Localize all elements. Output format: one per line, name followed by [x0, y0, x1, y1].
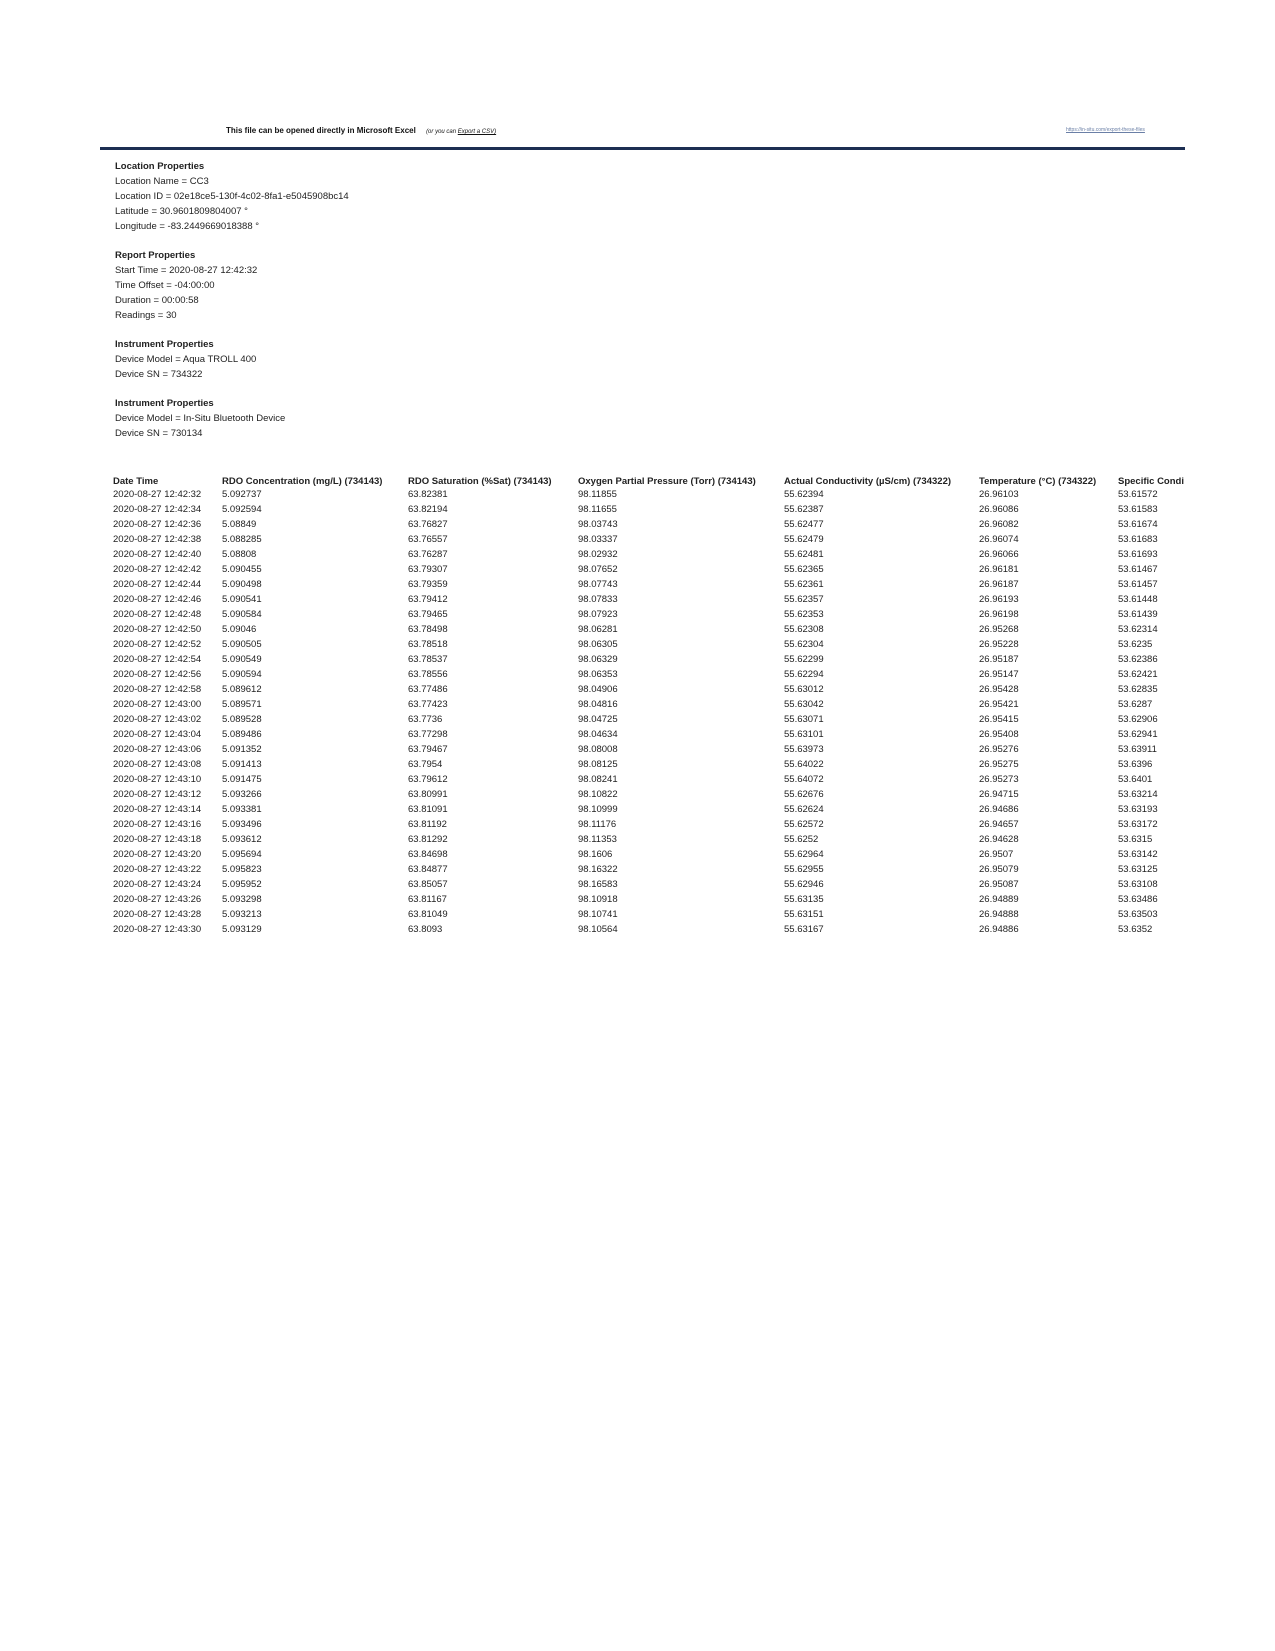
table-row: [113, 847, 1188, 862]
table-cell: 2020-08-27 12:42:52: [113, 639, 202, 650]
table-cell: 98.11353: [578, 834, 617, 845]
readings-table-container: [113, 471, 1188, 937]
table-cell: 26.95087: [979, 879, 1019, 890]
table-cell: 63.78498: [408, 624, 448, 635]
table-cell: 2020-08-27 12:42:36: [113, 519, 202, 530]
column-header: RDO Concentration (mg/L) (734143): [222, 476, 383, 487]
table-cell: 5.095823: [222, 864, 262, 875]
table-cell: 26.96082: [979, 519, 1019, 530]
table-row: [113, 577, 1188, 592]
table-cell: 26.95228: [979, 639, 1019, 650]
table-cell: 55.62365: [784, 564, 824, 575]
property-line: Location Name = CC3: [115, 176, 209, 187]
table-cell: 63.79467: [408, 744, 448, 755]
table-cell: 98.07923: [578, 609, 618, 620]
table-cell: 2020-08-27 12:43:10: [113, 774, 202, 785]
table-cell: 2020-08-27 12:42:38: [113, 534, 202, 545]
table-row: [113, 802, 1188, 817]
table-cell: 53.61693: [1118, 549, 1158, 560]
table-cell: 26.95276: [979, 744, 1019, 755]
table-cell: 5.090584: [222, 609, 262, 620]
table-cell: 53.63214: [1118, 789, 1158, 800]
table-cell: 98.07652: [578, 564, 618, 575]
table-cell: 98.08008: [578, 744, 618, 755]
table-cell: 53.6287: [1118, 699, 1153, 710]
table-cell: 53.6235: [1118, 639, 1153, 650]
property-line: Device Model = Aqua TROLL 400: [115, 354, 257, 365]
table-cell: 2020-08-27 12:43:26: [113, 894, 202, 905]
table-cell: 98.07833: [578, 594, 618, 605]
table-cell: 55.6252: [784, 834, 819, 845]
table-cell: 5.093496: [222, 819, 262, 830]
property-line: Location ID = 02e18ce5-130f-4c02-8fa1-e5045908bc14: [115, 191, 349, 202]
table-cell: 63.82381: [408, 489, 448, 500]
property-line: Latitude = 30.9601809804007 °: [115, 206, 248, 217]
table-row: [113, 697, 1188, 712]
table-row: [113, 772, 1188, 787]
column-header: Temperature (°C) (734322): [979, 476, 1097, 487]
column-header: Date Time: [113, 476, 159, 487]
property-line: Start Time = 2020-08-27 12:42:32: [115, 265, 258, 276]
table-cell: 63.78537: [408, 654, 448, 665]
table-cell: 53.63142: [1118, 849, 1158, 860]
table-cell: 98.08125: [578, 759, 618, 770]
table-cell: 2020-08-27 12:42:44: [113, 579, 202, 590]
table-cell: 55.62294: [784, 669, 824, 680]
table-cell: 5.089486: [222, 729, 262, 740]
table-cell: 5.090498: [222, 579, 262, 590]
table-cell: 55.62479: [784, 534, 824, 545]
table-cell: 55.62357: [784, 594, 824, 605]
table-body: [113, 487, 1188, 937]
table-cell: 53.61467: [1118, 564, 1158, 575]
table-row: [113, 757, 1188, 772]
table-cell: 63.81192: [408, 819, 447, 830]
table-cell: 55.62946: [784, 879, 824, 890]
property-line: Time Offset = -04:00:00: [115, 280, 215, 291]
table-cell: 26.95415: [979, 714, 1019, 725]
table-cell: 63.81091: [408, 804, 448, 815]
table-cell: 98.06281: [578, 624, 618, 635]
table-cell: 55.62481: [784, 549, 824, 560]
table-cell: 98.06305: [578, 639, 618, 650]
table-cell: 55.62299: [784, 654, 824, 665]
table-cell: 2020-08-27 12:42:50: [113, 624, 202, 635]
table-cell: 53.62314: [1118, 624, 1158, 635]
table-cell: 98.11176: [578, 819, 617, 830]
table-cell: 53.61439: [1118, 609, 1158, 620]
table-cell: 26.96066: [979, 549, 1019, 560]
section-heading: Location Properties: [115, 161, 205, 172]
table-row: [113, 622, 1188, 637]
table-cell: 5.090455: [222, 564, 262, 575]
report-properties-section: [115, 248, 257, 323]
table-cell: 26.94657: [979, 819, 1019, 830]
table-cell: 2020-08-27 12:43:18: [113, 834, 202, 845]
table-cell: 5.091352: [222, 744, 262, 755]
table-cell: 5.093266: [222, 789, 262, 800]
top-right-link[interactable]: https://in-situ.com/export-these-files: [1066, 127, 1145, 133]
table-row: [113, 862, 1188, 877]
table-cell: 5.092737: [222, 489, 262, 500]
table-cell: 26.96103: [979, 489, 1019, 500]
table-cell: 98.16583: [578, 879, 618, 890]
table-row: [113, 922, 1188, 937]
table-cell: 53.6396: [1118, 759, 1153, 770]
table-cell: 53.62421: [1118, 669, 1158, 680]
table-cell: 26.9507: [979, 849, 1014, 860]
table-cell: 55.63167: [784, 924, 824, 935]
table-cell: 26.95421: [979, 699, 1019, 710]
table-cell: 26.94889: [979, 894, 1019, 905]
table-cell: 63.78556: [408, 669, 448, 680]
table-cell: 26.95275: [979, 759, 1019, 770]
table-cell: 63.76557: [408, 534, 448, 545]
table-cell: 2020-08-27 12:43:12: [113, 789, 202, 800]
table-cell: 2020-08-27 12:42:54: [113, 654, 202, 665]
table-cell: 63.7736: [408, 714, 443, 725]
table-cell: 2020-08-27 12:42:48: [113, 609, 202, 620]
table-row: [113, 742, 1188, 757]
table-cell: 26.96187: [979, 579, 1019, 590]
table-cell: 26.94686: [979, 804, 1019, 815]
column-header: Specific Condi: [1118, 476, 1184, 487]
table-cell: 5.093612: [222, 834, 262, 845]
table-cell: 53.63486: [1118, 894, 1158, 905]
table-cell: 63.81167: [408, 894, 447, 905]
table-cell: 53.62941: [1118, 729, 1158, 740]
table-row: [113, 517, 1188, 532]
table-cell: 2020-08-27 12:43:30: [113, 924, 202, 935]
banner-text: This file can be opened directly in Microsoft Excel: [226, 126, 416, 135]
table-cell: 55.62394: [784, 489, 824, 500]
table-row: [113, 877, 1188, 892]
table-cell: 98.10822: [578, 789, 618, 800]
header-divider: [100, 147, 1185, 150]
table-cell: 26.94886: [979, 924, 1019, 935]
table-cell: 63.7954: [408, 759, 443, 770]
table-cell: 26.94888: [979, 909, 1019, 920]
banner-hint: [426, 129, 496, 135]
table-cell: 98.10741: [578, 909, 618, 920]
table-cell: 5.093213: [222, 909, 262, 920]
table-cell: 98.04725: [578, 714, 618, 725]
table-cell: 63.79307: [408, 564, 448, 575]
table-cell: 2020-08-27 12:43:00: [113, 699, 202, 710]
table-cell: 55.62387: [784, 504, 824, 515]
table-cell: 26.95147: [979, 669, 1019, 680]
table-cell: 63.84698: [408, 849, 448, 860]
table-cell: 5.08808: [222, 549, 257, 560]
table-row: [113, 562, 1188, 577]
table-cell: 2020-08-27 12:43:14: [113, 804, 202, 815]
table-cell: 2020-08-27 12:42:42: [113, 564, 202, 575]
table-cell: 98.1606: [578, 849, 613, 860]
table-cell: 63.84877: [408, 864, 448, 875]
section-heading: Instrument Properties: [115, 398, 214, 409]
table-cell: 53.61457: [1118, 579, 1158, 590]
table-cell: 2020-08-27 12:43:06: [113, 744, 202, 755]
column-header: Actual Conductivity (µS/cm) (734322): [784, 476, 952, 487]
table-cell: 55.62361: [784, 579, 824, 590]
table-cell: 5.091413: [222, 759, 262, 770]
table-cell: 55.62572: [784, 819, 824, 830]
table-cell: 63.81292: [408, 834, 448, 845]
table-cell: 2020-08-27 12:42:34: [113, 504, 202, 515]
readings-table: [113, 471, 1188, 937]
table-cell: 98.04634: [578, 729, 618, 740]
table-cell: 5.090594: [222, 669, 262, 680]
table-cell: 53.61683: [1118, 534, 1158, 545]
table-row: [113, 607, 1188, 622]
export-banner: [226, 126, 496, 135]
table-cell: 53.61448: [1118, 594, 1158, 605]
table-cell: 55.63973: [784, 744, 824, 755]
table-cell: 2020-08-27 12:42:32: [113, 489, 202, 500]
section-heading: Instrument Properties: [115, 339, 214, 350]
table-cell: 2020-08-27 12:43:20: [113, 849, 202, 860]
table-cell: 2020-08-27 12:43:02: [113, 714, 202, 725]
table-row: [113, 787, 1188, 802]
property-line: Device SN = 730134: [115, 428, 203, 439]
table-cell: 98.02932: [578, 549, 618, 560]
table-row: [113, 532, 1188, 547]
table-cell: 98.04816: [578, 699, 618, 710]
table-cell: 5.093381: [222, 804, 262, 815]
table-cell: 26.95079: [979, 864, 1019, 875]
table-cell: 26.95428: [979, 684, 1019, 695]
instrument-properties-section: [115, 337, 256, 382]
table-cell: 5.089528: [222, 714, 262, 725]
property-line: Device Model = In-Situ Bluetooth Device: [115, 413, 286, 424]
table-cell: 53.62386: [1118, 654, 1158, 665]
table-cell: 26.96074: [979, 534, 1019, 545]
table-cell: 26.95268: [979, 624, 1019, 635]
column-header: RDO Saturation (%Sat) (734143): [408, 476, 552, 487]
table-cell: 98.06329: [578, 654, 618, 665]
table-cell: 63.8093: [408, 924, 443, 935]
table-cell: 26.95273: [979, 774, 1019, 785]
table-row: [113, 502, 1188, 517]
table-cell: 55.62964: [784, 849, 824, 860]
table-row: [113, 592, 1188, 607]
table-cell: 53.62906: [1118, 714, 1158, 725]
table-cell: 55.63071: [784, 714, 824, 725]
table-cell: 26.96181: [979, 564, 1019, 575]
table-cell: 63.77486: [408, 684, 448, 695]
table-cell: 55.63042: [784, 699, 824, 710]
table-cell: 98.10564: [578, 924, 618, 935]
table-cell: 53.6352: [1118, 924, 1153, 935]
table-cell: 5.095694: [222, 849, 262, 860]
table-cell: 53.6315: [1118, 834, 1153, 845]
table-cell: 63.77298: [408, 729, 448, 740]
table-cell: 63.82194: [408, 504, 448, 515]
table-cell: 98.04906: [578, 684, 618, 695]
table-cell: 2020-08-27 12:42:56: [113, 669, 202, 680]
table-cell: 2020-08-27 12:43:22: [113, 864, 202, 875]
table-cell: 55.62477: [784, 519, 824, 530]
table-row: [113, 547, 1188, 562]
section-heading: Report Properties: [115, 250, 196, 261]
property-line: Longitude = -83.2449669018388 °: [115, 221, 260, 232]
table-cell: 55.63151: [784, 909, 824, 920]
table-cell: 55.64022: [784, 759, 824, 770]
location-properties-section: [115, 159, 349, 234]
table-cell: 2020-08-27 12:42:40: [113, 549, 202, 560]
table-cell: 53.61583: [1118, 504, 1158, 515]
table-cell: 5.093298: [222, 894, 262, 905]
table-cell: 55.63012: [784, 684, 824, 695]
table-cell: 26.96086: [979, 504, 1019, 515]
property-line: Readings = 30: [115, 310, 177, 321]
table-cell: 26.96198: [979, 609, 1019, 620]
table-cell: 5.095952: [222, 879, 262, 890]
table-cell: 63.80991: [408, 789, 448, 800]
table-cell: 55.64072: [784, 774, 824, 785]
property-line: Duration = 00:00:58: [115, 295, 199, 306]
table-cell: 63.79612: [408, 774, 448, 785]
table-cell: 5.093129: [222, 924, 262, 935]
table-cell: 55.62624: [784, 804, 824, 815]
table-cell: 53.61674: [1118, 519, 1158, 530]
table-cell: 63.77423: [408, 699, 448, 710]
table-cell: 5.092594: [222, 504, 262, 515]
table-cell: 5.089612: [222, 684, 262, 695]
table-cell: 55.63135: [784, 894, 824, 905]
table-cell: 26.95408: [979, 729, 1019, 740]
table-cell: 2020-08-27 12:43:16: [113, 819, 202, 830]
table-cell: 2020-08-27 12:42:46: [113, 594, 202, 605]
table-row: [113, 652, 1188, 667]
table-cell: 63.78518: [408, 639, 448, 650]
table-cell: 98.06353: [578, 669, 618, 680]
table-cell: 98.08241: [578, 774, 618, 785]
table-cell: 63.76827: [408, 519, 448, 530]
table-cell: 53.63172: [1118, 819, 1158, 830]
table-cell: 98.07743: [578, 579, 618, 590]
table-header-row: [113, 471, 1188, 487]
table-cell: 55.62353: [784, 609, 824, 620]
banner-hint-prefix: (or you can: [426, 129, 457, 135]
table-cell: 2020-08-27 12:42:58: [113, 684, 202, 695]
column-header: Oxygen Partial Pressure (Torr) (734143): [578, 476, 756, 487]
table-cell: 63.85057: [408, 879, 448, 890]
table-row: [113, 682, 1188, 697]
table-cell: 98.03337: [578, 534, 618, 545]
table-cell: 26.96193: [979, 594, 1019, 605]
table-cell: 26.95187: [979, 654, 1019, 665]
table-cell: 2020-08-27 12:43:08: [113, 759, 202, 770]
table-cell: 98.03743: [578, 519, 618, 530]
table-cell: 26.94628: [979, 834, 1019, 845]
table-cell: 55.62304: [784, 639, 824, 650]
table-cell: 63.79359: [408, 579, 448, 590]
table-cell: 63.76287: [408, 549, 448, 560]
table-cell: 53.62835: [1118, 684, 1158, 695]
table-cell: 53.63125: [1118, 864, 1158, 875]
table-cell: 5.089571: [222, 699, 262, 710]
table-cell: 55.63101: [784, 729, 824, 740]
table-cell: 53.63108: [1118, 879, 1158, 890]
table-cell: 53.63503: [1118, 909, 1158, 920]
table-row: [113, 637, 1188, 652]
table-cell: 53.63911: [1118, 744, 1157, 755]
table-cell: 63.81049: [408, 909, 448, 920]
instrument-properties-section: [115, 396, 285, 441]
table-cell: 5.09046: [222, 624, 257, 635]
table-cell: 5.090541: [222, 594, 262, 605]
table-cell: 55.62676: [784, 789, 824, 800]
table-cell: 53.6401: [1118, 774, 1153, 785]
table-row: [113, 907, 1188, 922]
table-row: [113, 832, 1188, 847]
table-cell: 5.090549: [222, 654, 262, 665]
table-cell: 98.10999: [578, 804, 618, 815]
table-cell: 2020-08-27 12:43:04: [113, 729, 202, 740]
table-cell: 2020-08-27 12:43:24: [113, 879, 202, 890]
property-line: Device SN = 734322: [115, 369, 203, 380]
table-cell: 98.11655: [578, 504, 617, 515]
table-cell: 26.94715: [979, 789, 1019, 800]
export-csv-link[interactable]: Export a CSV): [457, 129, 497, 135]
table-cell: 5.08849: [222, 519, 257, 530]
table-cell: 53.61572: [1118, 489, 1158, 500]
table-cell: 5.088285: [222, 534, 262, 545]
table-cell: 98.11855: [578, 489, 617, 500]
table-cell: 63.79412: [408, 594, 448, 605]
table-cell: 2020-08-27 12:43:28: [113, 909, 202, 920]
table-cell: 5.091475: [222, 774, 262, 785]
table-row: [113, 727, 1188, 742]
table-row: [113, 487, 1188, 502]
table-cell: 55.62955: [784, 864, 824, 875]
table-cell: 5.090505: [222, 639, 262, 650]
table-row: [113, 892, 1188, 907]
table-row: [113, 712, 1188, 727]
table-row: [113, 667, 1188, 682]
table-row: [113, 817, 1188, 832]
table-cell: 63.79465: [408, 609, 448, 620]
table-cell: 53.63193: [1118, 804, 1158, 815]
table-cell: 98.16322: [578, 864, 618, 875]
table-cell: 98.10918: [578, 894, 618, 905]
table-cell: 55.62308: [784, 624, 824, 635]
